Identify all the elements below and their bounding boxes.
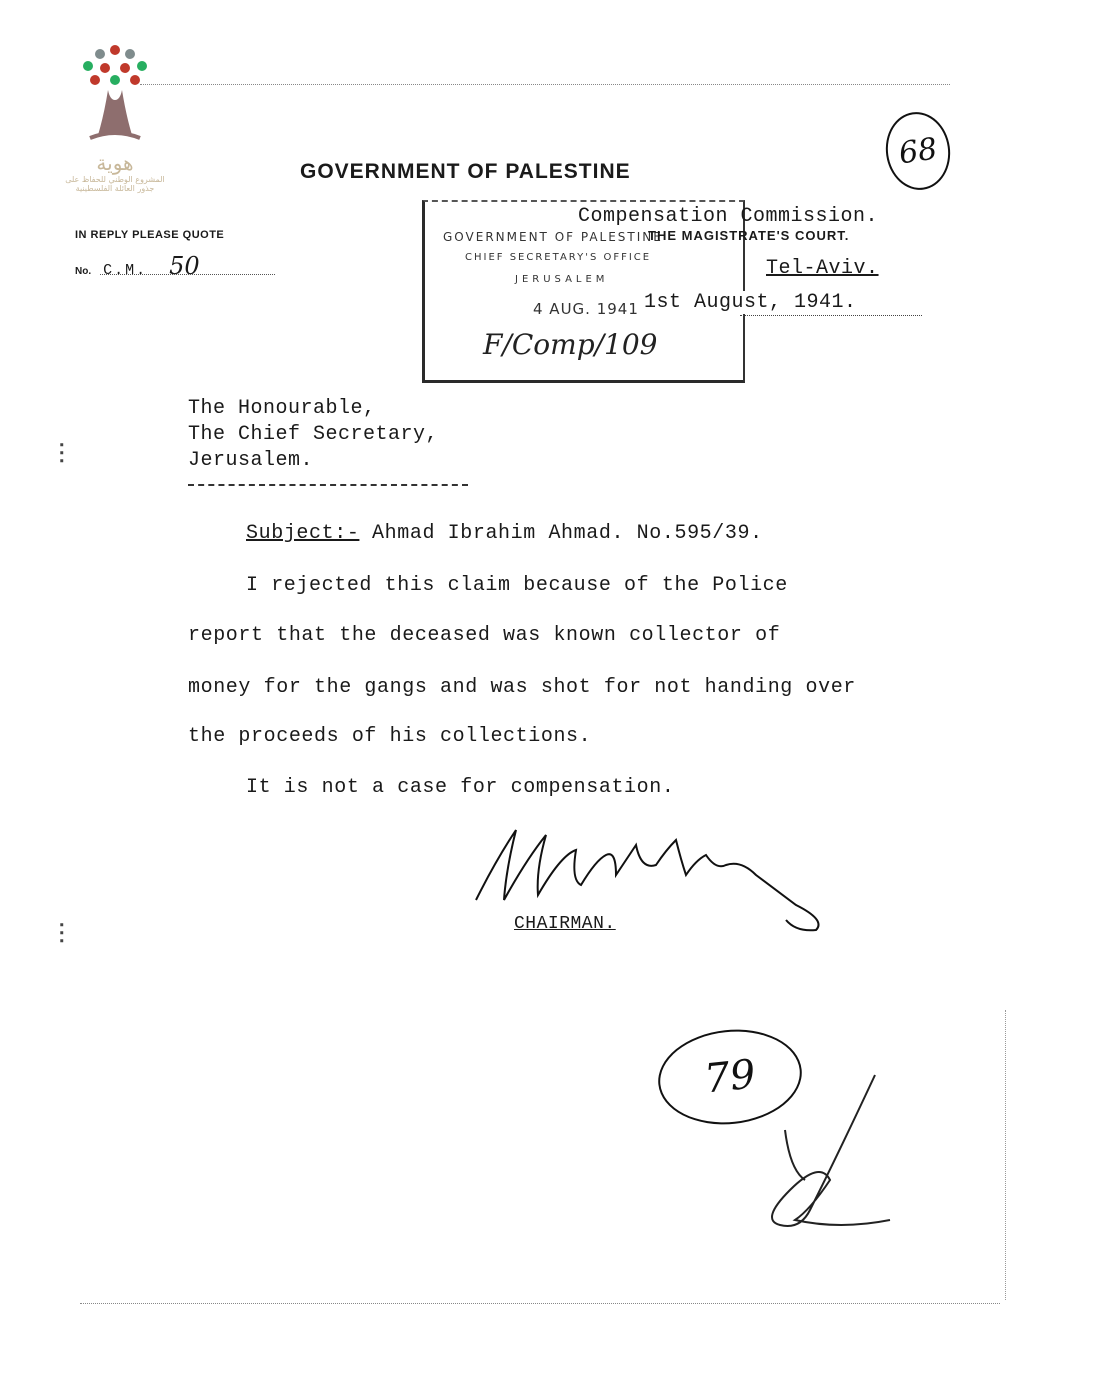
reply-quote-label: IN REPLY PLEASE QUOTE bbox=[75, 229, 225, 241]
chairman-title: CHAIRMAN. bbox=[514, 914, 616, 934]
reference-number bbox=[75, 252, 200, 280]
scan-line-top bbox=[140, 84, 950, 85]
addressee-rule bbox=[188, 484, 468, 486]
stamp-line1: GOVERNMENT OF PALESTINE bbox=[443, 230, 663, 244]
page-number-text: 68 bbox=[896, 131, 940, 171]
ref-no-value: C.M. bbox=[103, 262, 148, 279]
addressee-line1: The Honourable, bbox=[188, 397, 376, 420]
watermark-logo-word: هوية bbox=[96, 151, 134, 175]
stamp-file-handwritten: F/Comp/109 bbox=[483, 328, 658, 361]
watermark-logo bbox=[60, 40, 170, 210]
stamp-line3: JERUSALEM bbox=[515, 274, 609, 285]
sender-city: Tel-Aviv. bbox=[766, 257, 879, 280]
scan-line-right bbox=[1005, 1010, 1006, 1300]
initials-scribble bbox=[750, 1070, 900, 1240]
folio-number-text: 79 bbox=[702, 1051, 758, 1103]
ref-no-handwritten: 50 bbox=[169, 252, 200, 280]
sender-date: 1st August, 1941. bbox=[640, 291, 857, 314]
watermark-logo-line3: جذور العائلة الفلسطينية bbox=[75, 184, 155, 193]
stamp-date: 4 AUG. 1941 bbox=[533, 300, 639, 318]
sender-date-rule bbox=[740, 315, 922, 316]
addressee-block bbox=[188, 396, 438, 474]
stamp-line2: CHIEF SECRETARY'S OFFICE bbox=[465, 252, 652, 263]
addressee-line2: The Chief Secretary, bbox=[188, 423, 439, 446]
subject-label: Subject:- bbox=[246, 522, 360, 545]
body-line-1: I rejected this claim because of the Police bbox=[246, 574, 788, 597]
body-line-4: the proceeds of his collections. bbox=[188, 725, 592, 748]
subject-line bbox=[246, 522, 763, 545]
addressee-line3: Jerusalem. bbox=[188, 449, 314, 472]
sender-court: THE MAGISTRATE'S COURT. bbox=[648, 228, 850, 243]
body-line-3: money for the gangs and was shot for not handing over bbox=[188, 676, 856, 699]
subject-text: Ahmad Ibrahim Ahmad. No.595/39. bbox=[372, 522, 763, 545]
tree-logo-icon bbox=[60, 40, 170, 150]
binder-hole-icon: ⫶ bbox=[58, 438, 66, 471]
sender-commission: Compensation Commission. bbox=[578, 205, 879, 228]
body-line-2: report that the deceased was known collector of bbox=[188, 624, 781, 647]
page-number-circled bbox=[881, 108, 955, 194]
letterhead-title: GOVERNMENT OF PALESTINE bbox=[300, 160, 631, 183]
binder-hole-icon: ⫶ bbox=[58, 918, 66, 951]
watermark-logo-line2: المشروع الوطني للحفاظ على bbox=[65, 175, 165, 184]
scan-line-bottom bbox=[80, 1303, 1000, 1304]
body-line-5: It is not a case for compensation. bbox=[246, 776, 675, 799]
ref-no-label: No. bbox=[75, 266, 92, 277]
ref-no-underline bbox=[100, 274, 275, 275]
